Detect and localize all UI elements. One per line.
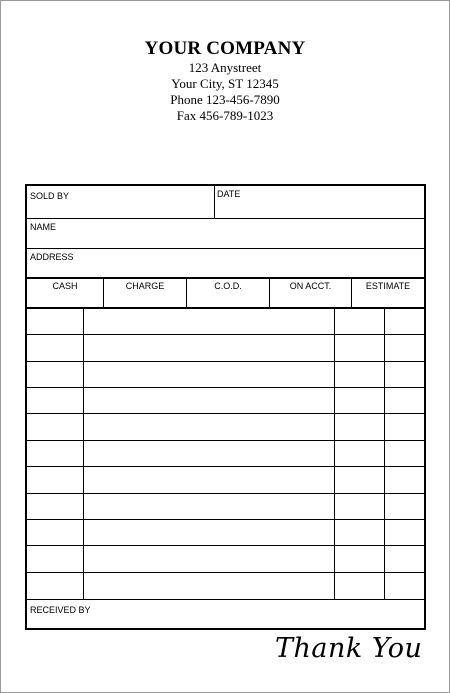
line-item-row xyxy=(27,573,424,599)
company-header xyxy=(0,38,450,124)
line-item-row xyxy=(27,362,424,388)
name-label: NAME xyxy=(30,222,57,232)
payment-option-charge: CHARGE xyxy=(125,281,165,291)
address-label: ADDRESS xyxy=(30,252,74,262)
company-name: YOUR COMPANY xyxy=(144,38,306,59)
line-item-row xyxy=(27,309,424,335)
payment-option-estimate: ESTIMATE xyxy=(365,281,411,291)
received-by-label: RECEIVED BY xyxy=(30,605,91,615)
payment-option-cod: C.O.D. xyxy=(214,281,242,291)
thank-you-signature: Thank You xyxy=(275,633,423,664)
sold-by-date-row xyxy=(27,186,424,219)
street-address: 123 Anystreet xyxy=(188,60,262,75)
line-item-row xyxy=(27,414,424,440)
phone-number: Phone 123-456-7890 xyxy=(170,92,280,107)
payment-row xyxy=(27,279,424,309)
sold-by-divider xyxy=(214,186,215,218)
line-item-row xyxy=(27,520,424,546)
line-item-row xyxy=(27,494,424,520)
line-item-column-divider xyxy=(384,309,385,599)
line-item-row xyxy=(27,467,424,493)
line-item-column-divider xyxy=(334,309,335,599)
date-label: DATE xyxy=(217,189,241,199)
line-item-row xyxy=(27,388,424,414)
address-row xyxy=(27,249,424,279)
line-item-row xyxy=(27,546,424,572)
fax-number: Fax 456-789-1023 xyxy=(176,108,274,123)
line-item-column-divider xyxy=(83,309,84,599)
sold-by-label: SOLD BY xyxy=(30,191,70,201)
line-items-grid xyxy=(27,309,424,599)
sales-form xyxy=(25,184,426,630)
payment-option-on-account: ON ACCT. xyxy=(289,281,332,291)
received-by-row xyxy=(27,599,424,629)
line-item-row xyxy=(27,441,424,467)
name-row xyxy=(27,219,424,249)
payment-option-cash: CASH xyxy=(52,281,78,291)
city-state-zip: Your City, ST 12345 xyxy=(171,76,279,91)
line-item-row xyxy=(27,335,424,361)
